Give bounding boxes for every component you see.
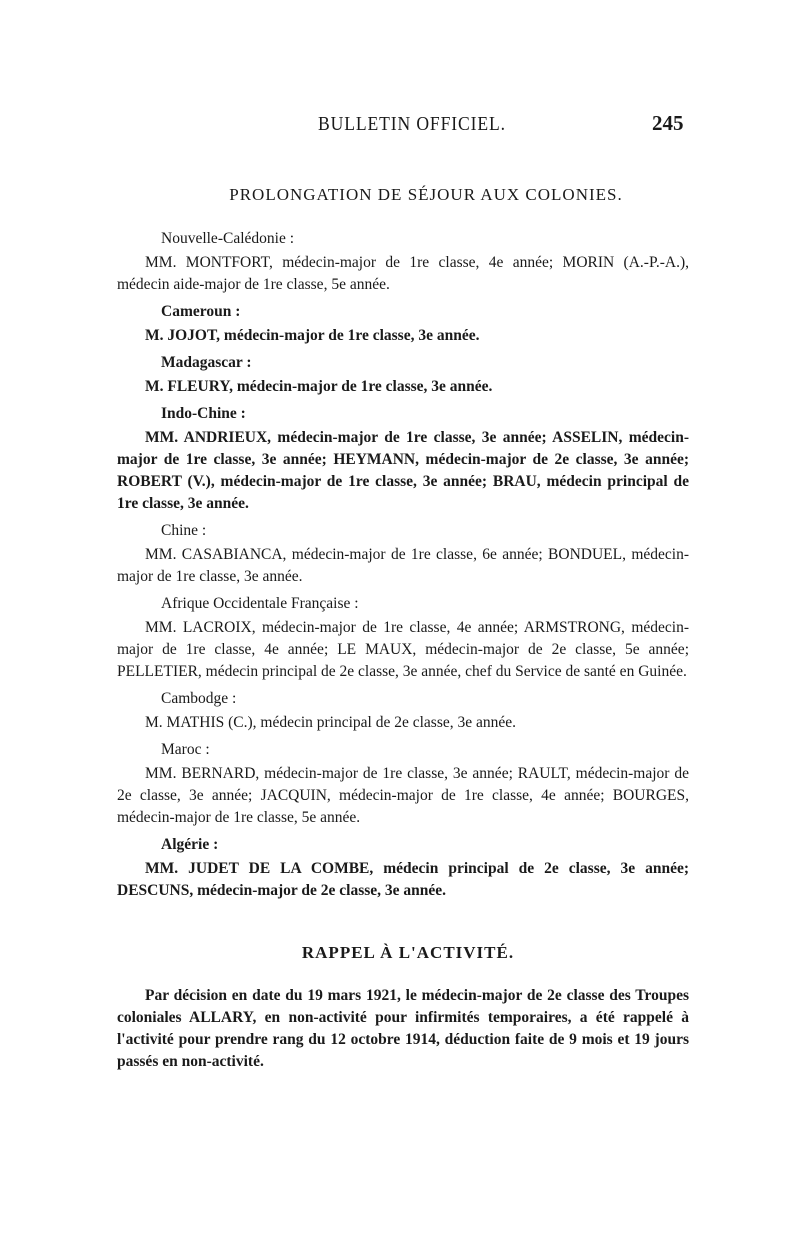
section-title-prolongation: PROLONGATION DE SÉJOUR AUX COLONIES. <box>229 185 623 204</box>
colony-block-cambodge <box>117 688 689 734</box>
colony-entry: MM. JUDET DE LA COMBE, médecin principal de 2e classe, 3e année; DESCUNS, médecin-major de 2e classe, 3e année. <box>117 860 689 899</box>
colony-heading: Madagascar : <box>161 354 252 371</box>
colony-heading: Cambodge : <box>161 690 237 707</box>
colony-heading: Afrique Occidentale Française : <box>161 595 359 612</box>
colony-entry: MM. ANDRIEUX, médecin-major de 1re classe, 3e année; ASSELIN, médecin-major de 1re classe, 3e année; HEYMANN, médecin-major de 2e classe, 3e année; ROBERT (V.), médecin-major de 1re classe, 3e année; BRAU, médecin principal de 1re classe, 3e année. <box>117 429 689 512</box>
colony-block-chine <box>117 520 689 588</box>
colony-heading: Algérie : <box>161 836 219 853</box>
colony-heading: Maroc : <box>161 741 210 758</box>
bulletin-title: BULLETIN OFFICIEL. <box>318 113 506 135</box>
colony-block-cameroun <box>117 301 689 347</box>
colony-entry: MM. LACROIX, médecin-major de 1re classe, 4e année; ARMSTRONG, médecin-major de 1re classe, 4e année; LE MAUX, médecin-major de 2e classe, 5e année; PELLETIER, médecin principal de 2e classe, 3e année, chef du Service de santé en Guinée. <box>117 619 689 680</box>
colony-block-algerie <box>117 834 689 902</box>
colony-heading: Chine : <box>161 522 207 539</box>
colony-entry: M. MATHIS (C.), médecin principal de 2e classe, 3e année. <box>145 714 517 731</box>
colony-entry: M. JOJOT, médecin-major de 1re classe, 3e année. <box>145 327 480 344</box>
colony-block-maroc <box>117 739 689 829</box>
colony-entry: M. FLEURY, médecin-major de 1re classe, 3e année. <box>145 378 493 395</box>
colony-block-indo-chine <box>117 403 689 515</box>
page-number: 245 <box>652 111 684 135</box>
colony-block-afrique-occidentale <box>117 593 689 683</box>
colony-heading: Indo-Chine : <box>161 405 246 422</box>
colony-heading: Cameroun : <box>161 303 241 320</box>
colony-list <box>117 228 689 907</box>
rappel-paragraph: Par décision en date du 19 mars 1921, le médecin-major de 2e classe des Troupes coloniales ALLARY, en non-activité pour infirmités temporaires, a été rappelé à l'activité pour prendre rang du 12 octobre 1914, déduction faite de 9 mois et 19 jours passés en non-activité. <box>117 987 689 1070</box>
section-title-rappel: RAPPEL À L'ACTIVITÉ. <box>301 943 515 962</box>
running-head <box>0 113 800 143</box>
colony-block-nouvelle-caledonie <box>117 228 689 296</box>
colony-block-madagascar <box>117 352 689 398</box>
colony-entry: MM. BERNARD, médecin-major de 1re classe, 3e année; RAULT, médecin-major de 2e classe, 3e année; JACQUIN, médecin-major de 1re classe, 4e année; BOURGES, médecin-major de 1re classe, 5e année. <box>117 765 689 826</box>
colony-heading: Nouvelle-Calédonie : <box>161 230 294 247</box>
colony-entry: MM. MONTFORT, médecin-major de 1re classe, 4e année; MORIN (A.-P.-A.), médecin aide-major de 1re classe, 5e année. <box>117 254 689 293</box>
colony-entry: MM. CASABIANCA, médecin-major de 1re classe, 6e année; BONDUEL, médecin-major de 1re classe, 3e année. <box>117 546 689 585</box>
